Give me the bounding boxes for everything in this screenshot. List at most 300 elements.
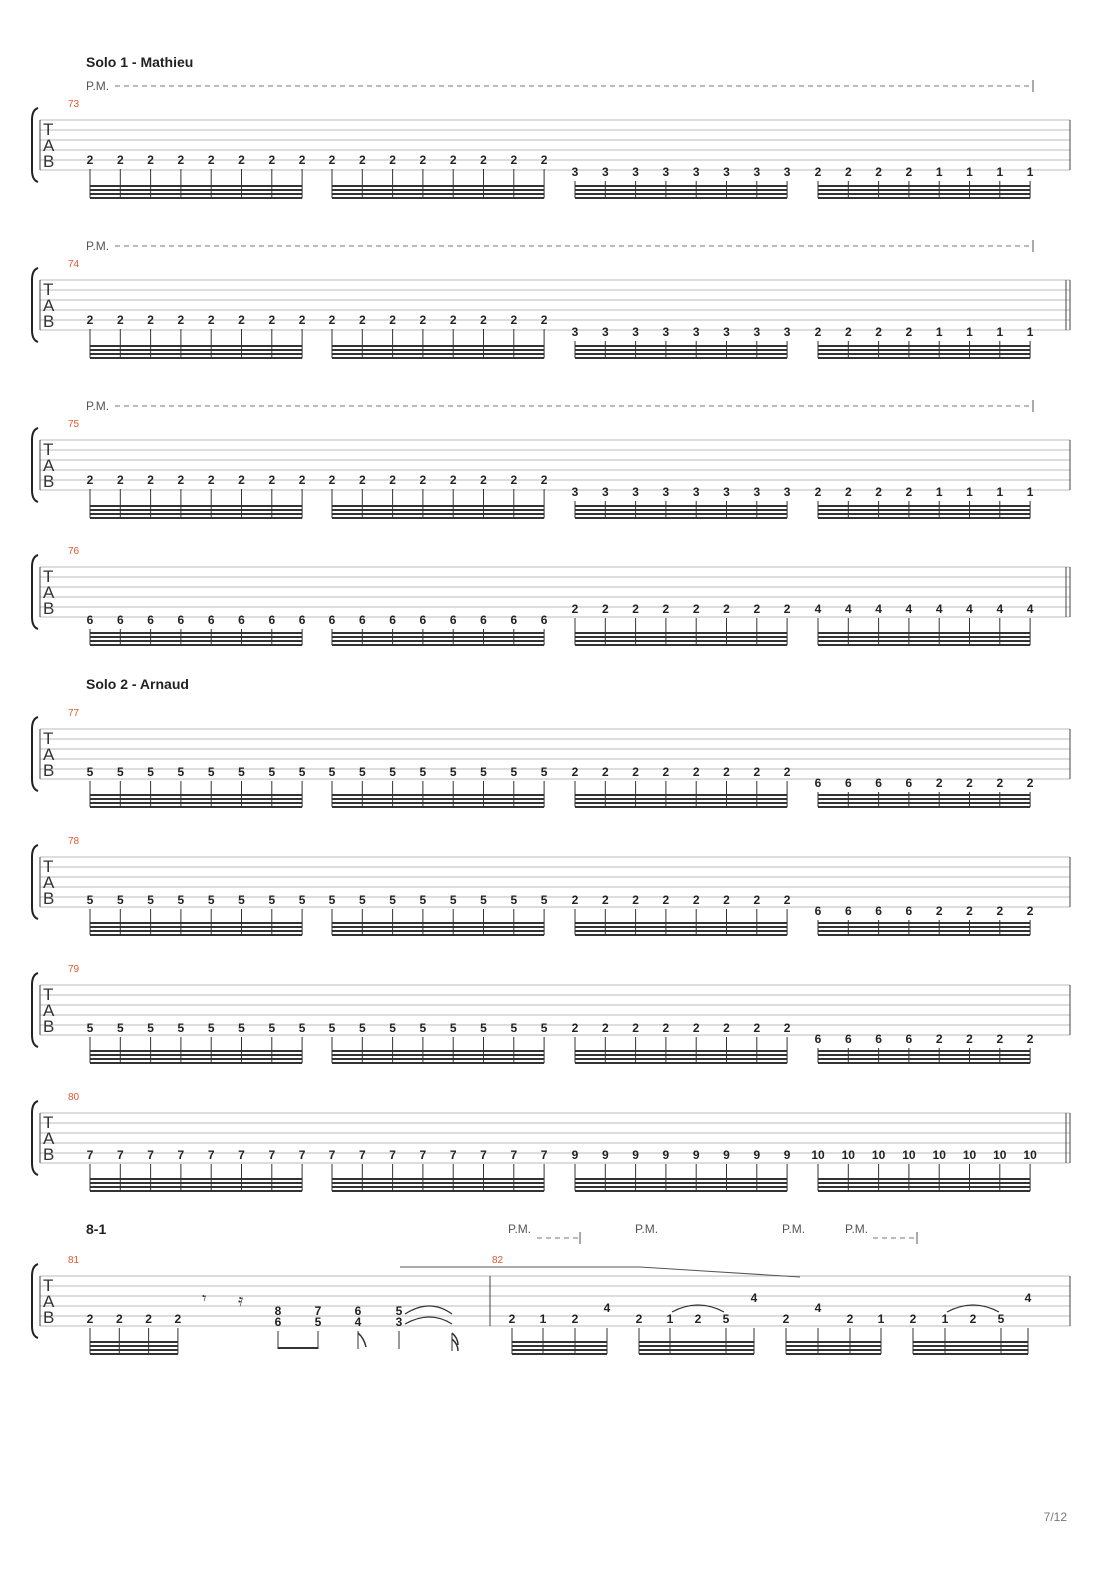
system-76-group-4-beam [818,636,1030,638]
fret-number: 2 [783,765,791,779]
fret-number: 4 [814,1301,822,1315]
fret-number: 5 [419,893,427,907]
fret-number: 6 [449,613,457,627]
system-79-group-1-beam [90,1054,302,1056]
system-79-group-1-beam [90,1058,302,1060]
fret-number: 6 [905,904,913,918]
system-73-group-2-beam [332,193,544,195]
fret-number: 4 [354,1315,362,1329]
system-74-group-4-beam [818,353,1030,355]
tab-letter: B [43,1145,55,1164]
system-79-group-3-beam [575,1062,787,1064]
system-77-group-1-beam [90,798,302,800]
system-79-group-2-beam [332,1054,544,1056]
bar82-group-3-beam [786,1341,881,1343]
fret-number: 2 [662,602,670,616]
fret-number: 3 [723,485,730,499]
system-76-bracket [32,555,38,629]
fret-number: 2 [510,313,518,327]
system-76-group-1-beam [90,644,302,646]
fret-number: 2 [328,153,336,167]
fret-number: 2 [449,313,457,327]
fret-number: 6 [354,1304,362,1318]
tie-arc [405,1306,452,1314]
fret-number: 7 [419,1148,427,1162]
fret-number: 10 [871,1148,886,1162]
fret-number: 5 [116,1021,124,1035]
fret-number: 7 [389,1148,396,1162]
fret-number: 2 [1026,1032,1034,1046]
fret-number: 5 [298,893,306,907]
bar82-group-4-beam [913,1341,1028,1343]
fret-number: 2 [662,1021,670,1035]
fret-number: 2 [207,153,215,167]
fret-number: 7 [238,1148,245,1162]
fret-number: 2 [996,1032,1004,1046]
system-80-group-2-beam [332,1178,544,1180]
system-74-group-1-beam [90,345,302,347]
system-77-bracket [32,717,38,791]
system-74-group-4-beam [818,349,1030,351]
fret-number: 2 [207,473,215,487]
fret-number: 5 [449,893,457,907]
fret-number: 2 [177,313,185,327]
fret-number: 6 [274,1315,282,1329]
fret-number: 4 [875,602,882,616]
system-73-group-4-beam [818,197,1030,199]
fret-number: 4 [905,602,913,616]
system-73-group-3-beam [575,197,787,199]
fret-number: 2 [753,765,761,779]
system-78-group-4-beam [818,934,1030,936]
fret-number: 6 [298,613,306,627]
system-80-group-3-beam [575,1190,787,1192]
fret-number: 2 [662,765,670,779]
fret-number: 2 [298,313,306,327]
fret-number: 5 [722,1312,730,1326]
fret-number: 3 [632,165,639,179]
fret-number: 5 [540,1021,548,1035]
system-75-group-4-beam [818,517,1030,519]
system-79-group-1-beam [90,1062,302,1064]
system-79-group-3-beam [575,1054,787,1056]
fret-number: 4 [996,602,1004,616]
fret-number: 3 [662,325,670,339]
fret-number: 6 [116,613,124,627]
bar-number: 82 [492,1255,504,1266]
system-74-group-1-beam [90,353,302,355]
fret-number: 2 [571,1021,579,1035]
fret-number: 3 [753,485,761,499]
fret-number: 3 [783,485,791,499]
fret-number: 2 [238,473,245,487]
system-75-group-3-beam [575,509,787,511]
system-73-group-4-beam [818,193,1030,195]
fret-number: 2 [632,1021,639,1035]
system-74-group-3-beam [575,349,787,351]
fret-number: 2 [632,893,639,907]
fret-number: 10 [932,1148,946,1162]
fret-number: 2 [692,893,700,907]
system-73-group-1-beam [90,185,302,187]
tab-letter: B [43,889,55,908]
fret-number: 5 [358,765,366,779]
fret-number: 5 [389,893,396,907]
system-75-group-3-beam [575,513,787,515]
tab-letter: T [43,729,54,748]
tab-letter: A [43,456,55,475]
bar-number: 79 [68,964,80,975]
fret-number: 2 [692,765,700,779]
system-80-group-2-beam [332,1186,544,1188]
fret-number: 1 [941,1312,949,1326]
system-75-bracket [32,428,38,502]
fret-number: 2 [358,313,366,327]
fret-number: 2 [723,602,730,616]
fret-number: 6 [905,776,913,790]
fret-number: 7 [116,1148,124,1162]
system-74-group-1-beam [90,357,302,359]
fret-number: 10 [841,1148,855,1162]
fret-number: 7 [540,1148,548,1162]
fret-number: 2 [844,485,852,499]
system-73-group-2-beam [332,189,544,191]
fret-number: 9 [692,1148,700,1162]
fret-number: 2 [905,485,913,499]
system-73-group-1-beam [90,197,302,199]
fret-number: 5 [540,893,548,907]
tab-letter: A [43,1129,55,1148]
fret-number: 2 [694,1312,702,1326]
fret-number: 6 [844,776,852,790]
fret-number: 2 [540,313,548,327]
system-76-group-3-beam [575,632,787,634]
tab-letter: T [43,440,54,459]
system-77-group-4-beam [818,798,1030,800]
system-78-group-3-beam [575,922,787,924]
fret-number: 3 [601,485,609,499]
bar-number: 76 [68,546,80,557]
pm-label: P.M. [782,1222,806,1236]
system-79-group-4-beam [818,1058,1030,1060]
fret-number: 1 [1026,485,1034,499]
system-78-group-3-beam [575,934,787,936]
bar81-group-1-beam [90,1349,178,1351]
system-79-group-2-beam [332,1050,544,1052]
fret-number: 2 [783,602,791,616]
fret-number: 6 [147,613,154,627]
fret-number: 6 [875,904,882,918]
fret-number: 2 [207,313,215,327]
fret-number: 6 [86,613,94,627]
fret-number: 10 [962,1148,977,1162]
system-76-group-1-beam [90,640,302,642]
system-74-group-1-beam [90,349,302,351]
pm-label: P.M. [86,79,110,93]
fret-number: 2 [147,473,154,487]
system-75-group-1-beam [90,505,302,507]
system-73-group-2-beam [332,185,544,187]
fret-number: 2 [268,473,276,487]
system-78-group-2-beam [332,930,544,932]
fret-number: 6 [814,904,822,918]
bar82-group-2-beam [639,1341,754,1343]
system-73-group-2-beam [332,197,544,199]
system-77-group-2-beam [332,794,544,796]
fret-number: 5 [238,893,245,907]
fret-number: 2 [174,1312,182,1326]
system-79-group-1-beam [90,1050,302,1052]
system-73-group-3-beam [575,189,787,191]
system-78-group-3-beam [575,926,787,928]
tab-letter: T [43,1276,54,1295]
tab-letter: B [43,761,55,780]
fret-number: 2 [449,473,457,487]
fret-number: 9 [753,1148,761,1162]
tab-letter: A [43,583,55,602]
system-77-group-3-beam [575,806,787,808]
fret-number: 6 [480,613,487,627]
tab-letter: A [43,296,55,315]
system-77-group-2-beam [332,806,544,808]
fret-number: 1 [996,325,1004,339]
system-73-bracket [32,108,38,182]
fret-number: 2 [966,1032,973,1046]
fret-number: 2 [601,1021,609,1035]
system-78-group-4-beam [818,922,1030,924]
fret-number: 6 [177,613,185,627]
fret-number: 2 [419,153,427,167]
system-80-group-2-beam [332,1190,544,1192]
tab-letter: T [43,985,54,1004]
fret-number: 2 [753,602,761,616]
bar-number: 78 [68,836,80,847]
fret-number: 2 [996,776,1004,790]
system-74-group-2-beam [332,357,544,359]
fret-number: 5 [268,893,276,907]
fret-number: 3 [662,165,670,179]
system-75-group-1-beam [90,513,302,515]
system-76-group-4-beam [818,640,1030,642]
bar82-group-2-beam [639,1353,754,1355]
fret-number: 3 [723,325,730,339]
bar-number: 80 [68,1092,80,1103]
system-78-group-3-beam [575,930,787,932]
fret-number: 5 [147,893,154,907]
fret-number: 4 [935,602,943,616]
tab-letter: A [43,873,55,892]
fret-number: 2 [844,325,852,339]
system-79-bracket [32,973,38,1047]
fret-number: 7 [147,1148,154,1162]
fret-number: 2 [268,313,276,327]
tab-letter: A [43,136,55,155]
tab-letter: T [43,1113,54,1132]
fret-number: 2 [662,893,670,907]
fret-number: 2 [969,1312,977,1326]
fret-number: 2 [753,1021,761,1035]
system-75-group-4-beam [818,505,1030,507]
fret-number: 1 [877,1312,885,1326]
fret-number: 7 [510,1148,518,1162]
fret-number: 2 [909,1312,917,1326]
fret-number: 7 [314,1304,322,1318]
fret-number: 6 [328,613,336,627]
fret-number: 5 [207,1021,215,1035]
system-76-group-2-beam [332,636,544,638]
fret-number: 6 [389,613,396,627]
fret-number: 5 [540,765,548,779]
tab-letter: B [43,1308,55,1327]
fret-number: 6 [268,613,276,627]
fret-number: 5 [238,1021,245,1035]
system-76-group-1-beam [90,636,302,638]
fret-number: 6 [510,613,518,627]
system-74-group-2-beam [332,349,544,351]
fret-number: 2 [723,1021,730,1035]
fret-number: 6 [238,613,245,627]
system-75-group-2-beam [332,505,544,507]
fret-number: 2 [480,473,487,487]
fret-number: 5 [395,1304,403,1318]
fret-number: 7 [298,1148,306,1162]
sixteenth-rest: 𝄿 [238,1291,244,1310]
fret-number: 7 [449,1148,457,1162]
system-74-group-4-beam [818,345,1030,347]
system-80-group-1-beam [90,1186,302,1188]
fret-number: 2 [145,1312,152,1326]
fret-number: 5 [358,1021,366,1035]
fret-number: 5 [419,1021,427,1035]
tab-letter: A [43,1292,55,1311]
bar82-group-1-beam [512,1349,607,1351]
fret-number: 5 [389,765,396,779]
system-80-group-3-beam [575,1186,787,1188]
fret-number: 2 [753,893,761,907]
fret-number: 2 [358,473,366,487]
fret-number: 5 [86,893,94,907]
fret-number: 5 [207,893,215,907]
fret-number: 5 [997,1312,1005,1326]
fret-number: 2 [601,765,609,779]
bar81-group-1-beam [90,1345,178,1347]
fret-number: 1 [966,485,973,499]
system-77-group-2-beam [332,798,544,800]
tab-letter: B [43,599,55,618]
system-74-group-2-beam [332,353,544,355]
fret-number: 7 [177,1148,185,1162]
pm-label: P.M. [86,239,110,253]
fret-number: 2 [846,1312,854,1326]
fret-number: 9 [632,1148,639,1162]
bar81-group-1-beam [90,1341,178,1343]
system-81-bracket [32,1264,38,1338]
fret-number: 7 [86,1148,94,1162]
system-80-group-1-beam [90,1190,302,1192]
fret-number: 7 [268,1148,276,1162]
fret-number: 3 [571,165,579,179]
fret-number: 3 [632,485,639,499]
fret-number: 10 [902,1148,916,1162]
system-75-group-3-beam [575,505,787,507]
fret-number: 2 [966,776,973,790]
fret-number: 3 [632,325,639,339]
system-79-group-3-beam [575,1058,787,1060]
bar81-group-1-beam [90,1353,178,1355]
fret-number: 2 [905,325,913,339]
fret-number: 2 [692,1021,700,1035]
system-77-group-1-beam [90,806,302,808]
fret-number: 2 [571,893,579,907]
bar-number: 73 [68,99,80,110]
pm-label: P.M. [845,1222,869,1236]
fret-number: 1 [935,325,943,339]
fret-number: 5 [510,1021,518,1035]
fret-number: 2 [389,473,396,487]
fret-number: 3 [662,485,670,499]
fret-number: 4 [1024,1291,1032,1305]
fret-number: 2 [328,313,336,327]
fret-number: 2 [116,473,124,487]
tab-letter: T [43,280,54,299]
fret-number: 1 [966,165,973,179]
system-74-group-4-beam [818,357,1030,359]
fret-number: 2 [1026,904,1034,918]
fret-number: 10 [811,1148,825,1162]
bar82-group-4-beam [913,1353,1028,1355]
system-80-group-2-beam [332,1182,544,1184]
fret-number: 2 [782,1312,790,1326]
fret-number: 2 [389,153,396,167]
fret-number: 2 [875,325,882,339]
fret-number: 2 [905,165,913,179]
system-80-group-3-beam [575,1182,787,1184]
fret-number: 5 [480,765,487,779]
fret-number: 3 [692,485,700,499]
fret-number: 2 [298,473,306,487]
fret-number: 2 [480,313,487,327]
fret-number: 5 [116,893,124,907]
fret-number: 6 [814,1032,822,1046]
system-76-group-2-beam [332,644,544,646]
system-76-group-2-beam [332,632,544,634]
fret-number: 10 [993,1148,1007,1162]
fret-number: 2 [814,165,822,179]
fret-number: 8 [274,1304,282,1318]
fret-number: 1 [539,1312,547,1326]
system-75-group-3-beam [575,517,787,519]
system-77-group-2-beam [332,802,544,804]
fret-number: 3 [783,165,791,179]
tie-arc [405,1317,452,1324]
tab-letter: B [43,1017,55,1036]
fret-number: 2 [389,313,396,327]
bar82-group-3-beam [786,1353,881,1355]
fret-number: 5 [480,1021,487,1035]
fret-number: 4 [966,602,973,616]
fret-number: 5 [147,1021,154,1035]
system-80-group-3-beam [575,1178,787,1180]
eighth-rest: 𝄾 [202,1289,207,1308]
tab-letter: B [43,472,55,491]
system-75-group-2-beam [332,509,544,511]
system-80-group-1-beam [90,1182,302,1184]
fret-number: 5 [268,765,276,779]
system-79-group-4-beam [818,1054,1030,1056]
bar82-group-2-beam [639,1349,754,1351]
fret-number: 3 [395,1315,403,1329]
fret-number: 2 [632,765,639,779]
